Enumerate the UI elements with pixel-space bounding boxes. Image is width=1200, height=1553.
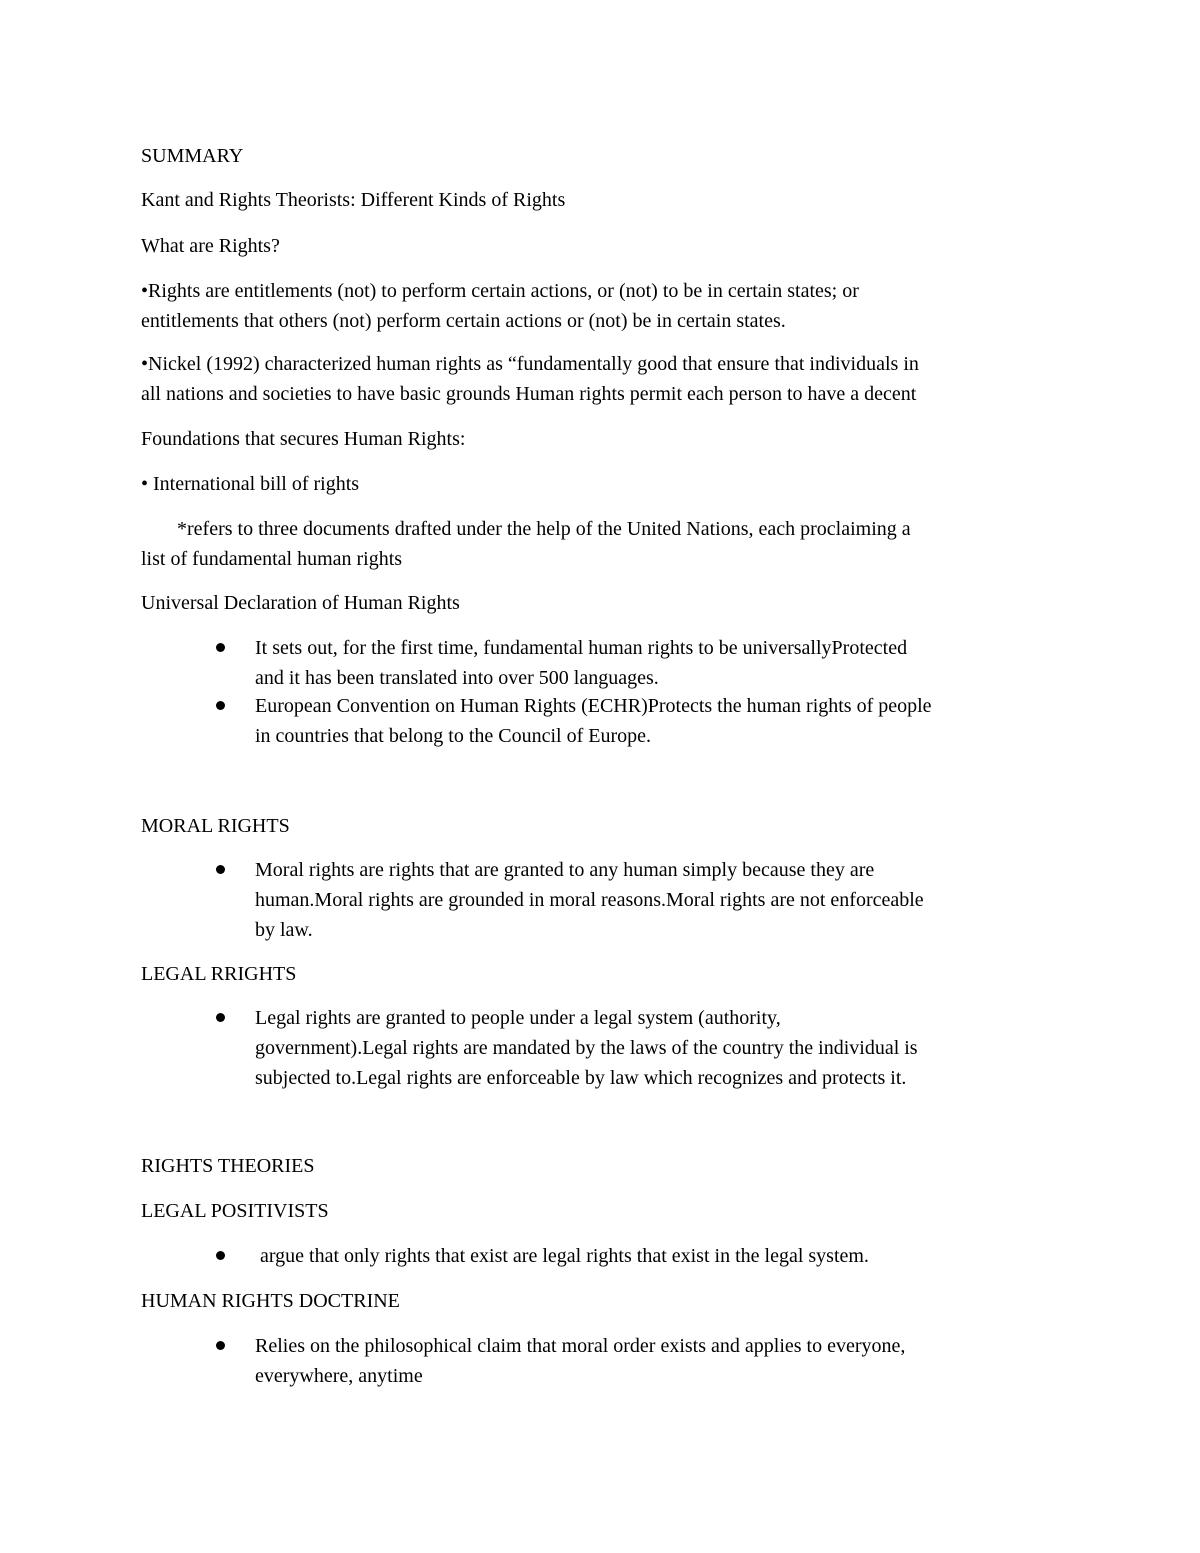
- summary-heading: SUMMARY: [141, 145, 244, 167]
- paragraph-line: entitlements that others (not) perform certain actions or (not) be in certain states.: [141, 310, 786, 332]
- list-item-text: [255, 855, 924, 945]
- list-item-line: human.Moral rights are grounded in moral reasons.Moral rights are not enforceable: [255, 889, 924, 911]
- international-bill-item: • International bill of rights: [141, 473, 360, 495]
- paragraph-line: all nations and societies to have basic grounds Human rights permit each person to have a decent: [141, 383, 917, 405]
- bullet-icon: [216, 1013, 225, 1022]
- list-item-text: [255, 633, 907, 693]
- list-item-line: Legal rights are granted to people under a legal system (authority,: [255, 1007, 781, 1029]
- paragraph-line: list of fundamental human rights: [141, 548, 403, 570]
- moral-rights-heading: MORAL RIGHTS: [141, 815, 290, 837]
- bullet-icon: [216, 1251, 225, 1260]
- legal-rights-heading: LEGAL RRIGHTS: [141, 963, 297, 985]
- list-item-line: Relies on the philosophical claim that moral order exists and applies to everyone,: [255, 1335, 906, 1357]
- paragraph-line: *refers to three documents drafted under the help of the United Nations, each proclaiming a: [177, 518, 911, 540]
- foundations-heading: Foundations that secures Human Rights:: [141, 428, 466, 450]
- list-item-line: everywhere, anytime: [255, 1365, 423, 1387]
- udhr-heading: Universal Declaration of Human Rights: [141, 592, 460, 614]
- list-item-line: government).Legal rights are mandated by the laws of the country the individual is: [255, 1037, 918, 1059]
- list-item-line: It sets out, for the first time, fundamental human rights to be universallyProtected: [255, 637, 908, 659]
- list-item-line: and it has been translated into over 500 languages.: [255, 667, 659, 689]
- list-item-text: [255, 1003, 918, 1093]
- rights-theories-heading: RIGHTS THEORIES: [141, 1155, 315, 1177]
- bullet-icon: [216, 1341, 225, 1350]
- list-item-line: European Convention on Human Rights (ECHR)Protects the human rights of people: [255, 695, 932, 717]
- list-item-line: subjected to.Legal rights are enforceable by law which recognizes and protects it.: [255, 1067, 907, 1089]
- list-item-line: in countries that belong to the Council of Europe.: [255, 725, 652, 747]
- bullet-icon: [216, 643, 225, 652]
- list-item-line: by law.: [255, 919, 313, 941]
- nickel-paragraph: [141, 349, 1071, 409]
- document-subtitle: Kant and Rights Theorists: Different Kinds of Rights: [141, 189, 566, 211]
- list-item-line: argue that only rights that exist are legal rights that exist in the legal system.: [255, 1245, 869, 1267]
- human-rights-doctrine-heading: HUMAN RIGHTS DOCTRINE: [141, 1290, 400, 1312]
- question-heading: What are Rights?: [141, 235, 280, 257]
- bullet-icon: [216, 701, 225, 710]
- refers-paragraph: [141, 514, 1071, 574]
- legal-positivists-heading: LEGAL POSITIVISTS: [141, 1200, 329, 1222]
- paragraph-line: •Rights are entitlements (not) to perform certain actions, or (not) to be in certain states; or: [141, 280, 859, 302]
- bullet-icon: [216, 865, 225, 874]
- list-item-text: [255, 691, 932, 751]
- list-item-text: [255, 1241, 869, 1271]
- paragraph-line: •Nickel (1992) characterized human rights as “fundamentally good that ensure that individuals in: [141, 353, 919, 375]
- list-item-line: Moral rights are rights that are granted to any human simply because they are: [255, 859, 875, 881]
- list-item-text: [255, 1331, 905, 1391]
- rights-definition-paragraph: [141, 276, 1071, 336]
